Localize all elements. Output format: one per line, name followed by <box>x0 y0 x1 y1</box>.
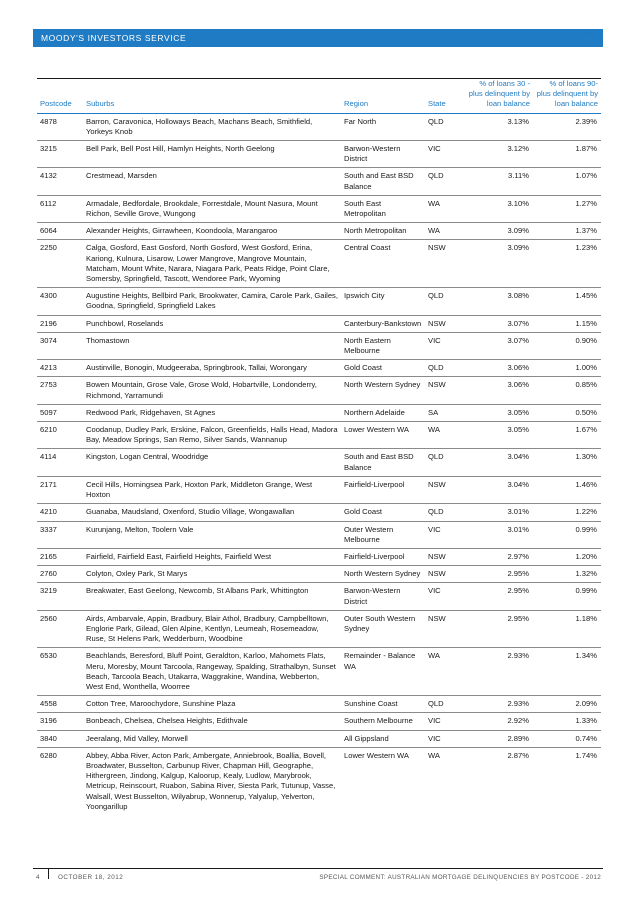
table-row <box>37 360 601 377</box>
postcode-cell: 4878 <box>37 113 83 140</box>
delinquency-table <box>37 78 601 815</box>
postcode-cell: 4114 <box>37 449 83 476</box>
state-cell: QLD <box>425 288 465 315</box>
region-cell: Sunshine Coast <box>341 696 425 713</box>
delinquent-30-cell: 2.95% <box>465 583 533 610</box>
table-row <box>37 141 601 168</box>
state-cell: NSW <box>425 377 465 404</box>
region-cell: Lower Western WA <box>341 422 425 449</box>
suburbs-cell: Cecil Hills, Horningsea Park, Hoxton Park, Middleton Grange, West Hoxton <box>83 476 341 503</box>
postcode-cell: 4213 <box>37 360 83 377</box>
delinquent-90-cell: 1.87% <box>533 141 601 168</box>
table-row <box>37 610 601 648</box>
table-row <box>37 377 601 404</box>
suburbs-cell: Redwood Park, Ridgehaven, St Agnes <box>83 404 341 421</box>
table-row <box>37 404 601 421</box>
page-number: 4 <box>36 874 41 881</box>
delinquent-30-cell: 3.06% <box>465 377 533 404</box>
region-cell: Fairfield-Liverpool <box>341 548 425 565</box>
postcode-cell: 3337 <box>37 521 83 548</box>
postcode-cell: 3215 <box>37 141 83 168</box>
state-cell: QLD <box>425 360 465 377</box>
table-row <box>37 195 601 222</box>
state-cell: WA <box>425 195 465 222</box>
state-cell: QLD <box>425 113 465 140</box>
postcode-cell: 3840 <box>37 730 83 747</box>
state-cell: NSW <box>425 548 465 565</box>
region-cell: South East Metropolitan <box>341 195 425 222</box>
delinquent-30-cell: 2.97% <box>465 548 533 565</box>
suburbs-cell: Thomastown <box>83 332 341 359</box>
postcode-cell: 6112 <box>37 195 83 222</box>
suburbs-cell: Calga, Gosford, East Gosford, North Gosford, West Gosford, Erina, Kariong, Kulnura, Lisarow, Lower Mangrove, Mangrove Mountain, Matcham, Mount White, Narara, Niagara Park, Peats Ridge, Point Clare, Somersby, Springfield, Tascott, Wendoree Park, Wyoming <box>83 240 341 288</box>
state-cell: NSW <box>425 566 465 583</box>
delinquent-30-cell: 3.09% <box>465 223 533 240</box>
suburbs-cell: Bowen Mountain, Grose Vale, Grose Wold, Hobartville, Londonderry, Richmond, Yarramundi <box>83 377 341 404</box>
postcode-cell: 6064 <box>37 223 83 240</box>
state-cell: QLD <box>425 168 465 195</box>
delinquent-30-cell: 3.08% <box>465 288 533 315</box>
delinquent-90-cell: 0.50% <box>533 404 601 421</box>
delinquent-90-cell: 1.37% <box>533 223 601 240</box>
delinquent-30-cell: 3.04% <box>465 476 533 503</box>
table-row <box>37 315 601 332</box>
delinquent-90-cell: 1.67% <box>533 422 601 449</box>
suburbs-cell: Austinville, Bonogin, Mudgeeraba, Springbrook, Tallai, Worongary <box>83 360 341 377</box>
suburbs-cell: Bell Park, Bell Post Hill, Hamlyn Heights, North Geelong <box>83 141 341 168</box>
postcode-cell: 3219 <box>37 583 83 610</box>
publisher-title: MOODY'S INVESTORS SERVICE <box>41 33 187 43</box>
delinquent-90-cell: 1.23% <box>533 240 601 288</box>
region-cell: Canterbury-Bankstown <box>341 315 425 332</box>
table-row <box>37 713 601 730</box>
state-cell: NSW <box>425 240 465 288</box>
delinquent-30-cell: 3.07% <box>465 332 533 359</box>
delinquent-90-cell: 1.27% <box>533 195 601 222</box>
col-header-state: State <box>425 79 465 113</box>
delinquent-90-cell: 2.39% <box>533 113 601 140</box>
table-row <box>37 504 601 521</box>
region-cell: Barwon-Western District <box>341 141 425 168</box>
state-cell: VIC <box>425 583 465 610</box>
delinquent-30-cell: 2.95% <box>465 610 533 648</box>
delinquent-30-cell: 3.01% <box>465 521 533 548</box>
postcode-cell: 6530 <box>37 648 83 696</box>
delinquent-90-cell: 1.46% <box>533 476 601 503</box>
state-cell: QLD <box>425 696 465 713</box>
col-header-postcode: Postcode <box>37 79 83 113</box>
postcode-cell: 4210 <box>37 504 83 521</box>
table-row <box>37 730 601 747</box>
region-cell: South and East BSD Balance <box>341 449 425 476</box>
col-header-90-plus: % of loans 90-plus delinquent by loan balance <box>533 79 601 113</box>
postcode-cell: 2560 <box>37 610 83 648</box>
suburbs-cell: Augustine Heights, Bellbird Park, Brookwater, Camira, Carole Park, Gailes, Goodna, Springfield, Springfield Lakes <box>83 288 341 315</box>
postcode-cell: 3196 <box>37 713 83 730</box>
state-cell: VIC <box>425 730 465 747</box>
table-row <box>37 332 601 359</box>
suburbs-cell: Kurunjang, Melton, Toolern Vale <box>83 521 341 548</box>
delinquent-30-cell: 2.87% <box>507 750 529 760</box>
delinquent-30-cell: 2.93% <box>465 696 533 713</box>
delinquent-30-cell: 3.09% <box>465 240 533 288</box>
region-cell: All Gippsland <box>341 730 425 747</box>
postcode-cell: 2753 <box>37 377 83 404</box>
delinquent-30-cell: 3.06% <box>465 360 533 377</box>
delinquent-90-cell: 0.90% <box>533 332 601 359</box>
delinquent-90-cell: 1.15% <box>533 315 601 332</box>
delinquent-30-cell: 3.07% <box>465 315 533 332</box>
delinquent-30-cell: 2.95% <box>465 566 533 583</box>
table-row <box>37 223 601 240</box>
suburbs-cell: Breakwater, East Geelong, Newcomb, St Albans Park, Whittington <box>83 583 341 610</box>
delinquent-90-cell: 1.45% <box>533 288 601 315</box>
delinquent-90-cell: 2.09% <box>533 696 601 713</box>
state-cell: WA <box>425 223 465 240</box>
delinquent-90-cell: 1.18% <box>533 610 601 648</box>
region-cell: Fairfield-Liverpool <box>341 476 425 503</box>
region-cell: Southern Melbourne <box>341 713 425 730</box>
suburbs-cell: Armadale, Bedfordale, Brookdale, Forrestdale, Mount Nasura, Mount Richon, Seville Grove, Wungong <box>83 195 341 222</box>
region-cell: Remainder - Balance WA <box>341 648 425 696</box>
suburbs-cell: Beachlands, Beresford, Bluff Point, Geraldton, Karloo, Mahomets Flats, Meru, Moresby, Mount Tarcoola, Rangeway, Spalding, Strathalbyn, Sunset Beach, Tarcoola Beach, Utakarra, Waggrakine, Wandina, Webberton, West End, Wonthella, Woorree <box>83 648 341 696</box>
region-cell: North Metropolitan <box>341 223 425 240</box>
suburbs-cell: Colyton, Oxley Park, St Marys <box>83 566 341 583</box>
suburbs-cell: Coodanup, Dudley Park, Erskine, Falcon, Greenfields, Halls Head, Madora Bay, Meadow Springs, San Remo, Silver Sands, Wannanup <box>83 422 341 449</box>
state-cell: QLD <box>425 449 465 476</box>
state-cell: VIC <box>425 521 465 548</box>
table-row <box>37 548 601 565</box>
delinquent-30-cell: 2.93% <box>465 648 533 696</box>
table-row <box>37 583 601 610</box>
postcode-cell: 2165 <box>37 548 83 565</box>
region-cell: Outer Western Melbourne <box>341 521 425 548</box>
state-cell: NSW <box>425 610 465 648</box>
region-cell: Central Coast <box>341 240 425 288</box>
delinquent-30-cell: 3.04% <box>465 449 533 476</box>
delinquent-90-cell: 0.74% <box>533 730 601 747</box>
delinquent-30-cell: 3.05% <box>465 422 533 449</box>
suburbs-cell: Cotton Tree, Maroochydore, Sunshine Plaza <box>83 696 341 713</box>
suburbs-cell: Airds, Ambarvale, Appin, Bradbury, Blair Athol, Bradbury, Campbelltown, Englorie Park, Gilead, Glen Alpine, Kentlyn, Leumeah, Rosemeadow, Ruse, St Helens Park, Wedderburn, Woodbine <box>83 610 341 648</box>
state-cell: WA <box>428 750 440 760</box>
delinquent-90-cell: 0.85% <box>533 377 601 404</box>
table-row <box>37 521 601 548</box>
suburbs-cell: Crestmead, Marsden <box>83 168 341 195</box>
footer-rule <box>33 868 603 869</box>
table-row <box>37 240 601 288</box>
state-cell: VIC <box>425 141 465 168</box>
delinquent-90-cell: 1.07% <box>533 168 601 195</box>
postcode-cell: 4132 <box>37 168 83 195</box>
delinquent-90-cell: 1.30% <box>533 449 601 476</box>
delinquent-30-cell: 3.11% <box>465 168 533 195</box>
state-cell: NSW <box>425 476 465 503</box>
table-body <box>37 113 601 815</box>
delinquent-90-cell: 1.22% <box>533 504 601 521</box>
delinquent-30-cell: 3.13% <box>465 113 533 140</box>
table-row <box>37 449 601 476</box>
delinquent-30-cell: 2.89% <box>465 730 533 747</box>
state-cell: WA <box>425 648 465 696</box>
delinquent-90-cell: 0.99% <box>533 521 601 548</box>
delinquent-30-cell: 3.12% <box>465 141 533 168</box>
region-cell: Northern Adelaide <box>341 404 425 421</box>
delinquent-90-cell: 0.99% <box>533 583 601 610</box>
table-row <box>37 476 601 503</box>
suburbs-cell: Punchbowl, Roselands <box>83 315 341 332</box>
delinquent-30-cell: 3.01% <box>465 504 533 521</box>
table-row <box>37 288 601 315</box>
region-cell: Outer South Western Sydney <box>341 610 425 648</box>
postcode-cell: 4558 <box>37 696 83 713</box>
postcode-cell: 4300 <box>37 288 83 315</box>
table-row <box>37 566 601 583</box>
col-header-suburbs: Suburbs <box>83 79 341 113</box>
delinquent-90-cell: 1.32% <box>533 566 601 583</box>
table-row <box>37 422 601 449</box>
suburbs-cell: Abbey, Abba River, Acton Park, Ambergate, Anniebrook, Boallia, Bovell, Broadwater, Busselton, Carbunup River, Chapman Hill, Geographe, Hithergreen, Jindong, Kalgup, Kaloorup, Kealy, Ludlow, Marybrook, Metricup, Reinscourt, Ruabon, Sabina River, Siesta Park, Tutunup, Vasse, Walsall, West Busselton, Wilyabrup, Wonnerup, Yalyalup, Yelverton, Yoongarillup <box>86 750 336 811</box>
suburbs-cell: Bonbeach, Chelsea, Chelsea Heights, Edithvale <box>83 713 341 730</box>
state-cell: NSW <box>425 315 465 332</box>
postcode-cell: 2196 <box>37 315 83 332</box>
postcode-cell: 2760 <box>37 566 83 583</box>
delinquent-90-cell: 1.74% <box>575 750 597 760</box>
region-cell: North Western Sydney <box>341 566 425 583</box>
suburbs-cell: Alexander Heights, Girrawheen, Koondoola, Marangaroo <box>83 223 341 240</box>
suburbs-cell: Kingston, Logan Central, Woodridge <box>83 449 341 476</box>
table-row <box>37 168 601 195</box>
region-cell: Ipswich City <box>341 288 425 315</box>
table-row <box>37 113 601 140</box>
delinquent-90-cell: 1.20% <box>533 548 601 565</box>
state-cell: VIC <box>425 332 465 359</box>
region-cell: Far North <box>341 113 425 140</box>
section-title: RESIDENTIAL MBS <box>517 28 600 37</box>
region-cell: Lower Western WA <box>344 750 409 760</box>
suburbs-cell: Barron, Caravonica, Holloways Beach, Machans Beach, Smithfield, Yorkeys Knob <box>83 113 341 140</box>
region-cell: Barwon-Western District <box>341 583 425 610</box>
postcode-cell: 3074 <box>37 332 83 359</box>
postcode-cell: 6280 <box>40 750 57 760</box>
publication-date: OCTOBER 18, 2012 <box>58 874 124 881</box>
delinquent-90-cell: 1.34% <box>533 648 601 696</box>
region-cell: Gold Coast <box>341 504 425 521</box>
postcode-cell: 5097 <box>37 404 83 421</box>
region-cell: North Eastern Melbourne <box>341 332 425 359</box>
region-cell: North Western Sydney <box>341 377 425 404</box>
col-header-30-plus: % of loans 30 - plus delinquent by loan balance <box>465 79 533 113</box>
state-cell: QLD <box>425 504 465 521</box>
state-cell: WA <box>425 422 465 449</box>
delinquent-30-cell: 3.10% <box>465 195 533 222</box>
footer-divider <box>48 869 49 879</box>
table-row <box>37 648 601 696</box>
col-header-region: Region <box>341 79 425 113</box>
postcode-cell: 6210 <box>37 422 83 449</box>
state-cell: VIC <box>425 713 465 730</box>
suburbs-cell: Jeeralang, Mid Valley, Morwell <box>83 730 341 747</box>
postcode-cell: 2250 <box>37 240 83 288</box>
state-cell: SA <box>425 404 465 421</box>
delinquent-30-cell: 3.05% <box>465 404 533 421</box>
delinquent-90-cell: 1.00% <box>533 360 601 377</box>
report-title: SPECIAL COMMENT: AUSTRALIAN MORTGAGE DELINQUENCIES BY POSTCODE - 2012 <box>319 874 601 881</box>
region-cell: South and East BSD Balance <box>341 168 425 195</box>
region-cell: Gold Coast <box>341 360 425 377</box>
suburbs-cell: Guanaba, Maudsland, Oxenford, Studio Village, Wongawallan <box>83 504 341 521</box>
delinquent-30-cell: 2.92% <box>465 713 533 730</box>
table-row <box>37 747 601 815</box>
suburbs-cell: Fairfield, Fairfield East, Fairfield Heights, Fairfield West <box>83 548 341 565</box>
table-row <box>37 696 601 713</box>
delinquent-90-cell: 1.33% <box>533 713 601 730</box>
table-header-row <box>37 79 601 113</box>
postcode-cell: 2171 <box>37 476 83 503</box>
